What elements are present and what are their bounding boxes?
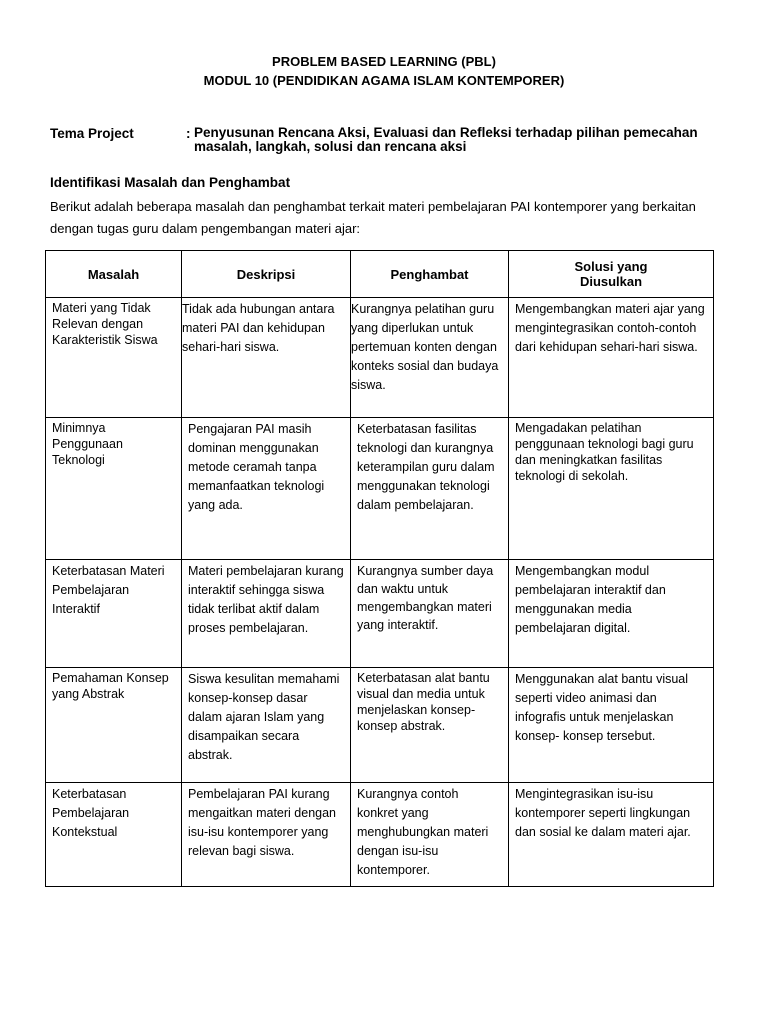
cell-masalah: Materi yang Tidak Relevan dengan Karakteristik Siswa xyxy=(46,298,182,418)
header-deskripsi: Deskripsi xyxy=(182,251,351,298)
cell-deskripsi: Pengajaran PAI masih dominan menggunakan metode ceramah tanpa memanfaatkan teknologi yang ada. xyxy=(182,418,351,560)
cell-solusi: Menggunakan alat bantu visual seperti video animasi dan infografis untuk menjelaskan konsep- konsep tersebut. xyxy=(509,668,714,783)
cell-masalah: Keterbatasan Materi Pembelajaran Interaktif xyxy=(46,560,182,668)
problem-table xyxy=(45,250,714,887)
header-penghambat: Penghambat xyxy=(351,251,509,298)
section-heading: Identifikasi Masalah dan Penghambat xyxy=(50,175,291,190)
table-row xyxy=(46,783,714,887)
cell-solusi: Mengembangkan materi ajar yang mengintegrasikan contoh-contoh dari kehidupan sehari-hari siswa. xyxy=(509,298,714,418)
cell-deskripsi: Pembelajaran PAI kurang mengaitkan materi dengan isu-isu kontemporer yang relevan bagi siswa. xyxy=(182,783,351,887)
table-row xyxy=(46,298,714,418)
cell-penghambat: Keterbatasan alat bantu visual dan media untuk menjelaskan konsep-konsep abstrak. xyxy=(351,668,509,783)
table-row xyxy=(46,668,714,783)
cell-masalah: Keterbatasan Pembelajaran Kontekstual xyxy=(46,783,182,887)
cell-deskripsi: Siswa kesulitan memahami konsep-konsep dasar dalam ajaran Islam yang disampaikan secara abstrak. xyxy=(182,668,351,783)
cell-penghambat: Keterbatasan fasilitas teknologi dan kurangnya keterampilan guru dalam menggunakan teknologi dalam pembelajaran. xyxy=(351,418,509,560)
document-title-line1: PROBLEM BASED LEARNING (PBL) xyxy=(272,54,496,69)
cell-solusi: Mengintegrasikan isu-isu kontemporer seperti lingkungan dan sosial ke dalam materi ajar. xyxy=(509,783,714,887)
table-header-row xyxy=(46,251,714,298)
tema-separator: : xyxy=(186,126,191,141)
table-row xyxy=(46,418,714,560)
tema-label: Tema Project xyxy=(50,126,134,141)
header-masalah: Masalah xyxy=(46,251,182,298)
document-title-line2: MODUL 10 (PENDIDIKAN AGAMA ISLAM KONTEMPORER) xyxy=(203,73,565,88)
cell-masalah: Minimnya Penggunaan Teknologi xyxy=(46,418,182,560)
tema-value: Penyusunan Rencana Aksi, Evaluasi dan Refleksi terhadap pilihan pemecahan masalah, langkah, solusi dan rencana aksi xyxy=(194,125,698,154)
section-intro: Berikut adalah beberapa masalah dan penghambat terkait materi pembelajaran PAI kontemporer yang berkaitan dengan tugas guru dalam pengembangan materi ajar: xyxy=(50,199,696,236)
header-solusi: Solusi yang Diusulkan xyxy=(509,251,714,298)
cell-deskripsi: Materi pembelajaran kurang interaktif sehingga siswa tidak terlibat aktif dalam proses pembelajaran. xyxy=(182,560,351,668)
cell-penghambat: Kurangnya sumber daya dan waktu untuk mengembangkan materi yang interaktif. xyxy=(351,560,509,668)
cell-penghambat: Kurangnya contoh konkret yang menghubungkan materi dengan isu-isu kontemporer. xyxy=(351,783,509,887)
table-row xyxy=(46,560,714,668)
cell-masalah: Pemahaman Konsep yang Abstrak xyxy=(46,668,182,783)
cell-solusi: Mengadakan pelatihan penggunaan teknologi bagi guru dan meningkatkan fasilitas teknologi di sekolah. xyxy=(509,418,714,560)
cell-deskripsi: Tidak ada hubungan antara materi PAI dan kehidupan sehari-hari siswa. xyxy=(182,298,351,418)
cell-solusi: Mengembangkan modul pembelajaran interaktif dan menggunakan media pembelajaran digital. xyxy=(509,560,714,668)
cell-penghambat: Kurangnya pelatihan guru yang diperlukan untuk pertemuan konten dengan konteks sosial dan budaya siswa. xyxy=(351,298,509,418)
